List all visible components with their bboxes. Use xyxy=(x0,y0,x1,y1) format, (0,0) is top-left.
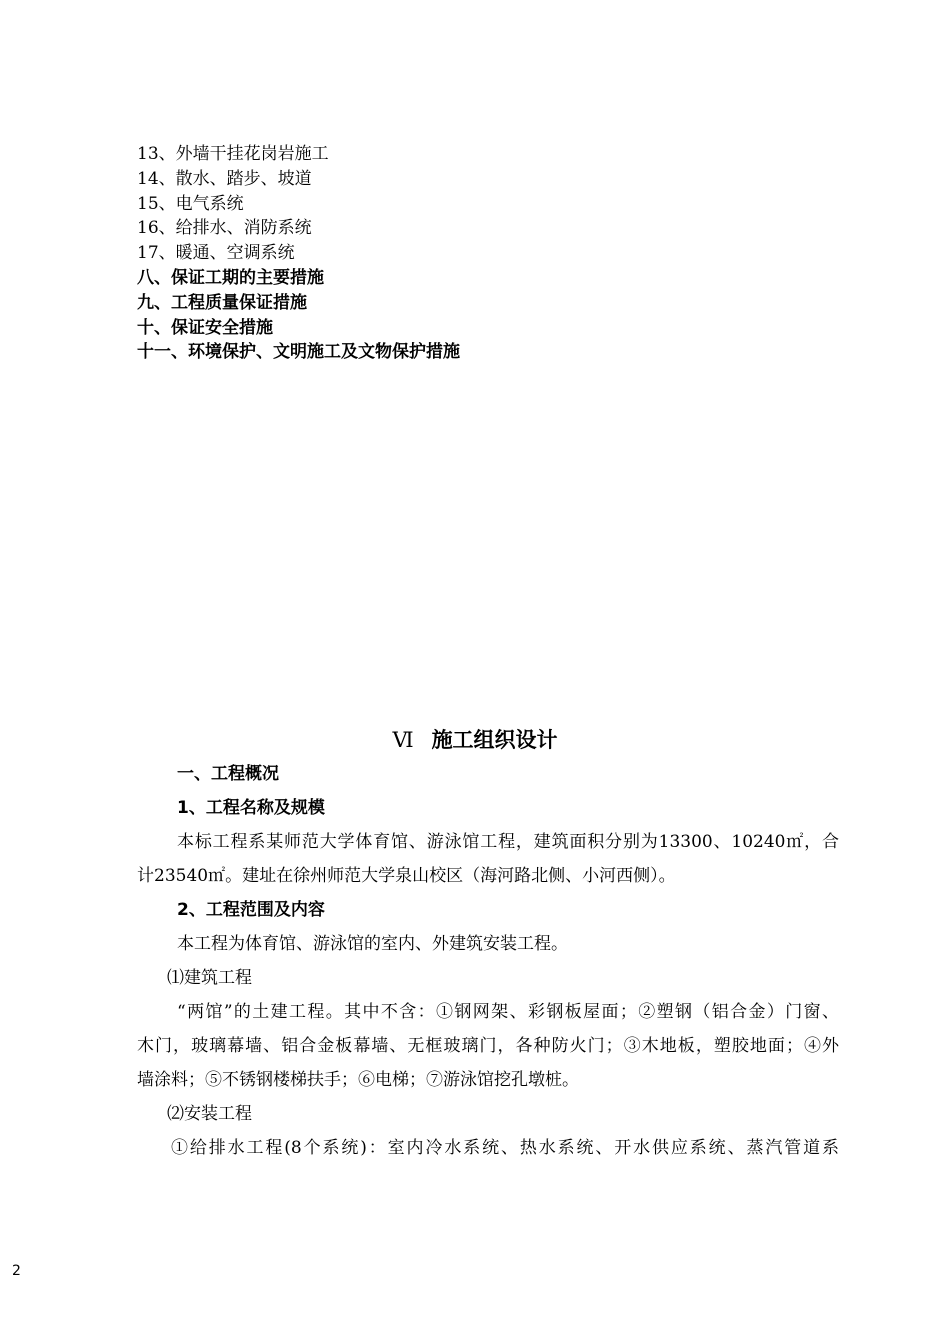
toc-item: 13、外墙干挂花岗岩施工 xyxy=(137,144,329,164)
section-body xyxy=(137,757,839,1165)
paragraph-line: 本标工程系某师范大学体育馆、游泳馆工程，建筑面积分别为13300、10240㎡，合 xyxy=(177,832,839,852)
paragraph-line: 本工程为体育馆、游泳馆的室内、外建筑安装工程。 xyxy=(177,934,568,954)
paragraph-line: “两馆”的土建工程。其中不含：①钢网架、彩钢板屋面；②塑钢（铝合金）门窗、 xyxy=(177,1002,839,1022)
section-title-text: 施工组织设计 xyxy=(431,728,558,752)
toc-item: 15、电气系统 xyxy=(137,193,244,214)
toc-item: 十一、环境保护、文明施工及文物保护措施 xyxy=(137,342,460,363)
paragraph-line: 计23540㎡。建址在徐州师范大学泉山校区（海河路北侧、小河西侧）。 xyxy=(137,866,676,886)
toc-item: 17、暖通、空调系统 xyxy=(137,243,295,264)
toc-item: 14、散水、踏步、坡道 xyxy=(137,168,312,189)
heading-level-1: 一、工程概况 xyxy=(177,764,279,784)
paragraph-line: ①给排水工程(8个系统)：室内冷水系统、热水系统、开水供应系统、蒸汽管道系 xyxy=(171,1138,839,1158)
paragraph-line: 墙涂料；⑤不锈钢楼梯扶手；⑥电梯；⑦游泳馆挖孔墩桩。 xyxy=(137,1070,579,1090)
heading-level-2: 2、工程范围及内容 xyxy=(177,900,325,920)
table-of-contents xyxy=(137,142,460,365)
section-title xyxy=(0,724,950,754)
page-number: 2 xyxy=(12,1263,21,1279)
toc-item: 十、保证安全措施 xyxy=(137,317,273,338)
section-roman-numeral: Ⅵ xyxy=(392,728,414,752)
toc-item: 九、工程质量保证措施 xyxy=(137,292,307,313)
subheading: ⑴建筑工程 xyxy=(167,968,252,988)
heading-level-2: 1、工程名称及规模 xyxy=(177,798,325,818)
toc-item: 16、给排水、消防系统 xyxy=(137,218,312,239)
subheading: ⑵安装工程 xyxy=(167,1104,252,1124)
toc-item: 八、保证工期的主要措施 xyxy=(137,267,324,288)
paragraph-line: 木门，玻璃幕墙、铝合金板幕墙、无框玻璃门，各种防火门；③木地板，塑胶地面；④外 xyxy=(137,1036,839,1056)
